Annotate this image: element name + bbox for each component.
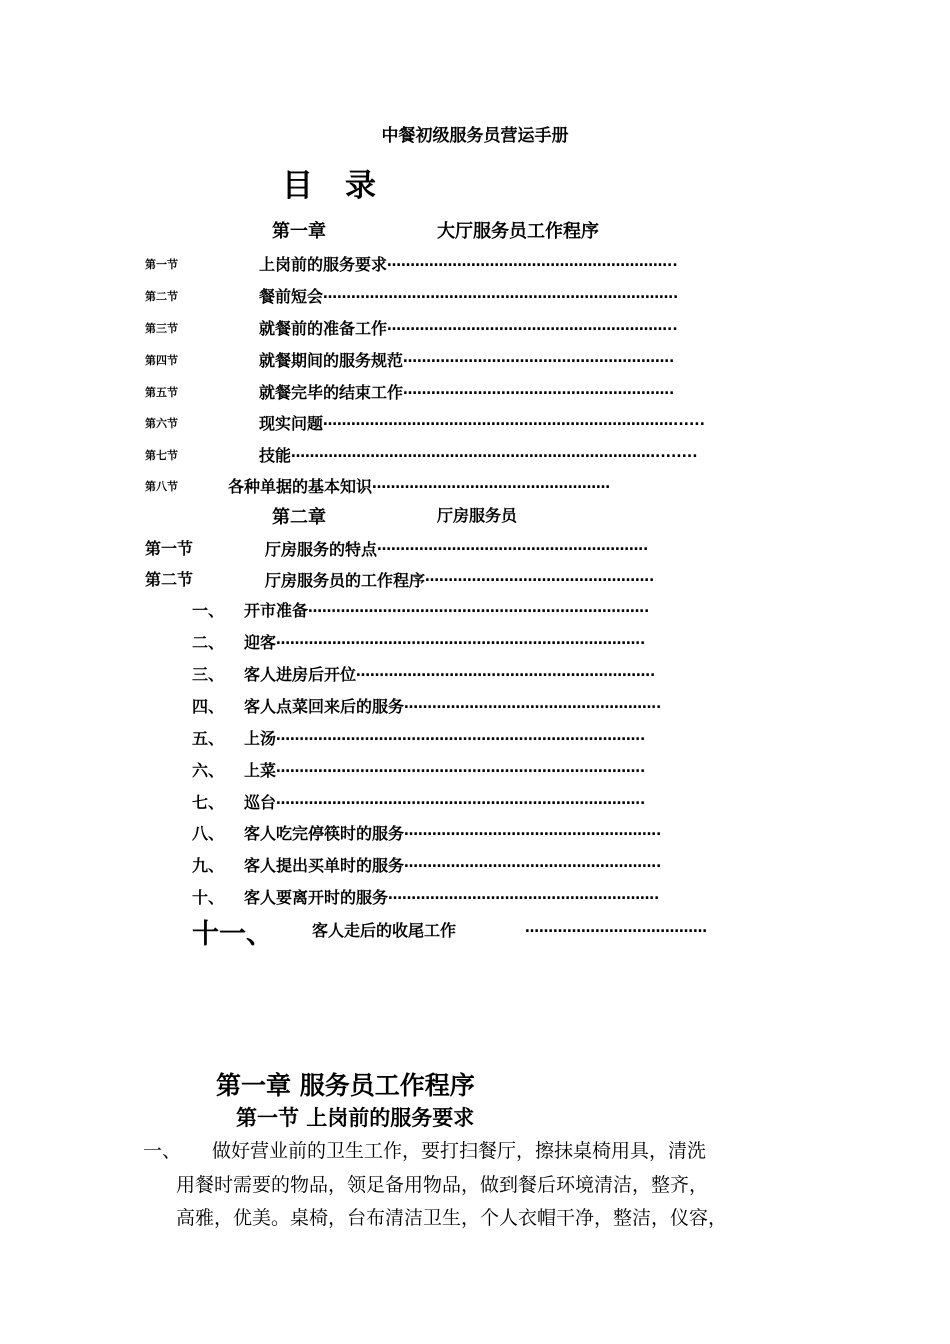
body-chapter-heading: 第一章 服务员工作程序: [216, 1071, 475, 1100]
toc-item-title: 迎客: [244, 633, 277, 652]
toc-item-leader: …………………………………: [525, 920, 707, 936]
toc-section-title: 现实问题: [259, 414, 324, 433]
toc-item-number: 四、: [192, 697, 225, 716]
toc-item-number: 六、: [192, 761, 225, 780]
toc-item-leader: ……………………………………………….: [404, 696, 662, 712]
toc-item-title: 上汤: [244, 729, 277, 748]
toc-section-number: 第一节: [145, 539, 194, 558]
toc-item-number: 五、: [192, 729, 225, 748]
toc-section-title: 各种单据的基本知识: [228, 477, 373, 496]
toc-item-title: 客人进房后开位: [244, 665, 357, 684]
toc-section-number: 第八节: [145, 480, 178, 493]
toc-title: 目录: [282, 168, 408, 204]
toc-item-leader: ……………………………………………….: [404, 855, 662, 871]
toc-section-leader: ………………………………………….: [425, 569, 655, 585]
toc-item-title: 巡台: [244, 793, 277, 812]
toc-section-leader: ………………………………………………………………….: [323, 286, 679, 302]
toc-section-number: 第一节: [145, 258, 178, 271]
toc-section-title: 就餐期间的服务规范: [259, 351, 404, 370]
toc-section-title: 餐前短会: [259, 287, 324, 306]
toc-item-leader: ………………………………………………….: [388, 887, 660, 903]
toc-section-leader: ……………………………………………………..: [387, 254, 678, 270]
toc-section-number: 第三节: [145, 322, 178, 335]
toc-item-number: 八、: [192, 824, 225, 843]
toc-section-number: 第五节: [145, 386, 178, 399]
toc-item-number: 十、: [192, 888, 225, 907]
toc-item-number: 三、: [192, 665, 225, 684]
toc-section-title: 厅房服务的特点: [265, 540, 378, 559]
toc-section-number: 第四节: [145, 354, 178, 367]
toc-chapter2-name: 厅房服务员: [437, 506, 518, 525]
paragraph-line: 做好营业前的卫生工作，要打扫餐厅，擦抹桌椅用具，清洗: [212, 1140, 707, 1162]
toc-item-leader: ……………………………………………….: [404, 823, 662, 839]
toc-item-leader: …………………………………………………………………….: [276, 728, 646, 744]
toc-item-leader: ……………………………………………………….: [356, 664, 656, 680]
toc-item-title: 客人走后的收尾工作: [312, 921, 457, 940]
document-title: 中餐初级服务员营运手册: [381, 126, 569, 146]
toc-item-title: 客人提出买单时的服务: [244, 856, 405, 875]
toc-section-leader: ……………………………………………………..: [387, 318, 678, 334]
toc-section-number: 第二节: [145, 290, 178, 303]
toc-section-title: 就餐完毕的结束工作: [259, 383, 404, 402]
toc-chapter1-heading: [272, 217, 599, 243]
toc-section-leader: ………………………………………………….: [403, 350, 675, 366]
toc-item-number: 二、: [192, 633, 225, 652]
toc-section-title: 上岗前的服务要求: [259, 255, 388, 274]
toc-section-leader: …………………………………………………………………......: [323, 413, 705, 429]
toc-section-leader: ………………………………………………….: [377, 538, 649, 554]
toc-section-leader: ………………………………………………….: [403, 382, 675, 398]
toc-section-number: 第六节: [145, 417, 178, 430]
paragraph-number: 一、: [143, 1140, 182, 1162]
toc-chapter1-number: 第一章: [272, 221, 326, 242]
toc-item-leader: ……………………………………………………………….: [308, 600, 650, 616]
toc-chapter1-name: 大厅服务员工作程序: [437, 221, 599, 242]
toc-item-title: 上菜: [244, 761, 277, 780]
toc-item-leader: …………………………………………………………………….: [276, 760, 646, 776]
toc-item-leader: …………………………………………………………………….: [276, 632, 646, 648]
toc-section-number: 第二节: [145, 570, 194, 589]
body-section-heading: 第一节 上岗前的服务要求: [236, 1105, 475, 1130]
toc-section-leader: ……………………………………………: [372, 476, 611, 492]
toc-section-title: 就餐前的准备工作: [259, 319, 388, 338]
toc-section-number: 第七节: [145, 449, 178, 462]
toc-item-title: 客人要离开时的服务: [244, 888, 389, 907]
paragraph-line: 用餐时需要的物品，领足备用物品，做到餐后环境清洁，整齐，: [176, 1174, 709, 1196]
toc-section-leader: ……………………………………………………………………........: [291, 445, 698, 461]
paragraph-line: 高雅，优美。桌椅，台布清洁卫生，个人衣帽干净，整洁，仪容，: [176, 1207, 728, 1229]
toc-item-title: 开市准备: [244, 601, 309, 620]
toc-chapter2-heading: [272, 503, 518, 529]
toc-item-title: 客人点菜回来后的服务: [244, 697, 405, 716]
toc-item-number: 七、: [192, 793, 225, 812]
toc-item-leader: …………………………………………………………………….: [276, 792, 646, 808]
toc-section-title: 厅房服务员的工作程序: [265, 571, 426, 590]
toc-chapter2-number: 第二章: [272, 507, 326, 528]
toc-section-title: 技能: [259, 446, 292, 465]
toc-item-number: 九、: [192, 856, 225, 875]
toc-item-title: 客人吃完停筷时的服务: [244, 824, 405, 843]
toc-item-number: 十一、: [192, 919, 273, 950]
toc-item-number: 一、: [192, 601, 225, 620]
